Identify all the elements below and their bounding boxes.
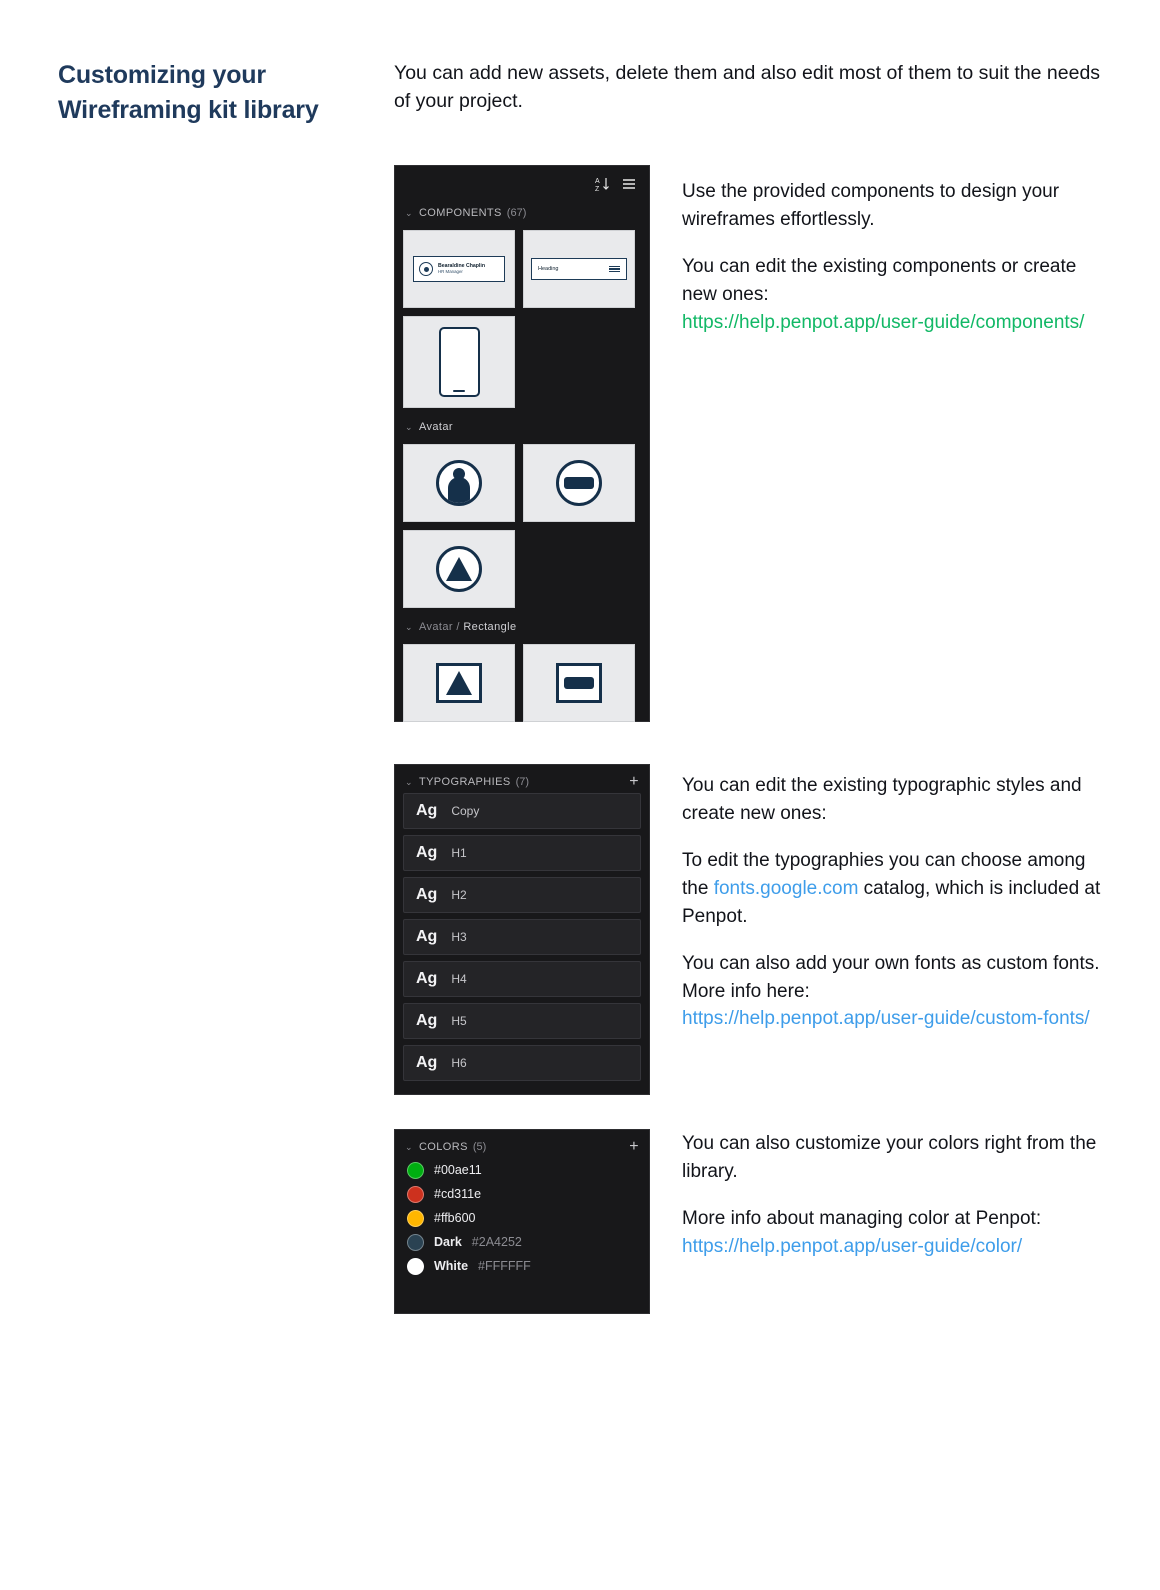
asset-tile-user-card[interactable] bbox=[403, 230, 515, 308]
typography-name: H5 bbox=[451, 1014, 467, 1028]
phone-icon bbox=[439, 327, 480, 397]
typographies-description bbox=[682, 772, 1102, 1033]
color-swatch bbox=[407, 1210, 424, 1227]
color-hex: #ffb600 bbox=[434, 1211, 476, 1225]
typographies-list bbox=[395, 793, 649, 1081]
typography-sample: Ag bbox=[416, 1012, 438, 1029]
typography-name: H4 bbox=[451, 972, 467, 986]
typography-row[interactable] bbox=[403, 919, 641, 955]
asset-tile-rect-band[interactable] bbox=[523, 644, 635, 722]
user-card-preview bbox=[413, 256, 505, 282]
sort-alpha-icon[interactable] bbox=[595, 176, 611, 192]
chevron-down-icon: ⌄ bbox=[405, 621, 413, 632]
components-description bbox=[682, 178, 1102, 337]
typography-sample: Ag bbox=[416, 1054, 438, 1071]
colors-list bbox=[395, 1158, 649, 1278]
typography-sample: Ag bbox=[416, 844, 438, 861]
typography-name: H6 bbox=[451, 1056, 467, 1070]
color-hex: #2A4252 bbox=[471, 1235, 522, 1249]
typography-sample: Ag bbox=[416, 970, 438, 987]
typography-row[interactable] bbox=[403, 961, 641, 997]
asset-tile-avatar-wedge[interactable] bbox=[403, 530, 515, 608]
avatar-person-icon bbox=[436, 460, 482, 506]
typography-row[interactable] bbox=[403, 793, 641, 829]
heading-bar-title: Heading bbox=[538, 266, 559, 272]
google-fonts-link[interactable]: fonts.google.com bbox=[713, 877, 859, 899]
add-typography-button[interactable]: + bbox=[629, 773, 639, 790]
intro-paragraph: You can add new assets, delete them and also edit most of them to suit the needs of your project. bbox=[394, 62, 1101, 112]
typography-name: H2 bbox=[451, 888, 467, 902]
chevron-down-icon: ⌄ bbox=[405, 207, 413, 218]
color-row[interactable] bbox=[395, 1206, 649, 1230]
chevron-down-icon: ⌄ bbox=[405, 776, 413, 787]
typography-row[interactable] bbox=[403, 835, 641, 871]
typography-name: H1 bbox=[451, 846, 467, 860]
typographies-text-2a: To edit the typographies you can choose among the bbox=[682, 849, 1086, 899]
components-group-count: (67) bbox=[506, 207, 527, 219]
asset-tile-avatar-band[interactable] bbox=[523, 444, 635, 522]
add-color-button[interactable]: + bbox=[629, 1138, 639, 1155]
components-subgroup-avatar-rectangle[interactable] bbox=[395, 616, 649, 638]
components-grid-avatar bbox=[395, 438, 649, 616]
components-group-label: COMPONENTS bbox=[418, 207, 502, 219]
svg-text:A: A bbox=[595, 178, 600, 185]
typographies-text-2b: catalog, which is included at Penpot. bbox=[682, 877, 1101, 927]
typography-row[interactable] bbox=[403, 1045, 641, 1081]
color-row[interactable] bbox=[395, 1254, 649, 1278]
list-view-icon[interactable] bbox=[621, 176, 637, 192]
components-text-2: You can edit the existing components or create new ones: bbox=[682, 255, 1077, 305]
colors-group-label: COLORS bbox=[418, 1141, 468, 1153]
colors-panel bbox=[394, 1129, 650, 1314]
color-swatch bbox=[407, 1186, 424, 1203]
asset-tile-avatar-person[interactable] bbox=[403, 444, 515, 522]
color-name: White bbox=[434, 1259, 469, 1273]
color-row[interactable] bbox=[395, 1230, 649, 1254]
subgroup-label-rectangle: Rectangle bbox=[463, 621, 517, 633]
typography-sample: Ag bbox=[416, 886, 438, 903]
custom-fonts-doc-link[interactable]: https://help.penpot.app/user-guide/custom-fonts/ bbox=[682, 1008, 1090, 1030]
typographies-text-3: You can also add your own fonts as custom fonts. More info here: bbox=[682, 952, 1100, 1002]
color-row[interactable] bbox=[395, 1158, 649, 1182]
asset-tile-heading-bar[interactable] bbox=[523, 230, 635, 308]
components-grid-top bbox=[395, 224, 649, 416]
components-panel bbox=[394, 165, 650, 722]
subgroup-label-avatar: Avatar bbox=[418, 421, 453, 433]
colors-group-count: (5) bbox=[472, 1141, 487, 1153]
color-hex: #00ae11 bbox=[434, 1163, 482, 1177]
color-doc-link[interactable]: https://help.penpot.app/user-guide/color/ bbox=[682, 1235, 1023, 1257]
color-swatch bbox=[407, 1258, 424, 1275]
typography-row[interactable] bbox=[403, 877, 641, 913]
color-row[interactable] bbox=[395, 1182, 649, 1206]
color-swatch bbox=[407, 1162, 424, 1179]
rect-band-icon bbox=[556, 663, 602, 703]
chevron-down-icon: ⌄ bbox=[405, 421, 413, 432]
svg-text:Z: Z bbox=[595, 186, 600, 192]
typographies-group-label: TYPOGRAPHIES bbox=[418, 776, 511, 788]
color-name: Dark bbox=[434, 1235, 462, 1249]
color-hex: #FFFFFF bbox=[478, 1259, 531, 1273]
chevron-down-icon: ⌄ bbox=[405, 1141, 413, 1152]
card-role: HR Manager bbox=[438, 268, 463, 274]
typography-row[interactable] bbox=[403, 1003, 641, 1039]
typography-sample: Ag bbox=[416, 928, 438, 945]
color-swatch bbox=[407, 1234, 424, 1251]
colors-group-header[interactable] bbox=[395, 1136, 649, 1158]
typographies-group-header[interactable] bbox=[395, 771, 649, 793]
typographies-group-count: (7) bbox=[515, 776, 530, 788]
colors-text-2: More info about managing color at Penpot: bbox=[682, 1207, 1042, 1229]
page-title: Customizing your Wireframing kit library bbox=[58, 61, 319, 124]
components-subgroup-avatar[interactable] bbox=[395, 416, 649, 438]
typographies-panel bbox=[394, 764, 650, 1095]
typographies-text-1: You can edit the existing typographic styles and create new ones: bbox=[682, 775, 1082, 824]
subgroup-parent-label: Avatar / bbox=[418, 621, 460, 633]
heading-bar-preview bbox=[531, 258, 627, 280]
components-toolbar bbox=[395, 166, 649, 202]
components-text-1: Use the provided components to design your wireframes effortlessly. bbox=[682, 181, 1060, 230]
typography-name: Copy bbox=[451, 804, 480, 818]
typography-sample: Ag bbox=[416, 802, 438, 819]
color-hex: #cd311e bbox=[434, 1187, 482, 1201]
hamburger-icon bbox=[609, 266, 620, 273]
rect-wedge-icon bbox=[436, 663, 482, 703]
avatar-band-icon bbox=[556, 460, 602, 506]
card-name: Bearaldine Chaplin bbox=[438, 262, 485, 269]
components-doc-link[interactable]: https://help.penpot.app/user-guide/components/ bbox=[682, 311, 1085, 333]
typography-name: H3 bbox=[451, 930, 467, 944]
colors-text-1: You can also customize your colors right from the library. bbox=[682, 1133, 1097, 1182]
colors-description bbox=[682, 1130, 1102, 1261]
components-grid-rectangle bbox=[395, 638, 649, 730]
avatar-wedge-icon bbox=[436, 546, 482, 592]
components-group-header[interactable] bbox=[395, 202, 649, 224]
asset-tile-rect-wedge[interactable] bbox=[403, 644, 515, 722]
avatar-icon bbox=[419, 262, 433, 276]
asset-tile-phone[interactable] bbox=[403, 316, 515, 408]
